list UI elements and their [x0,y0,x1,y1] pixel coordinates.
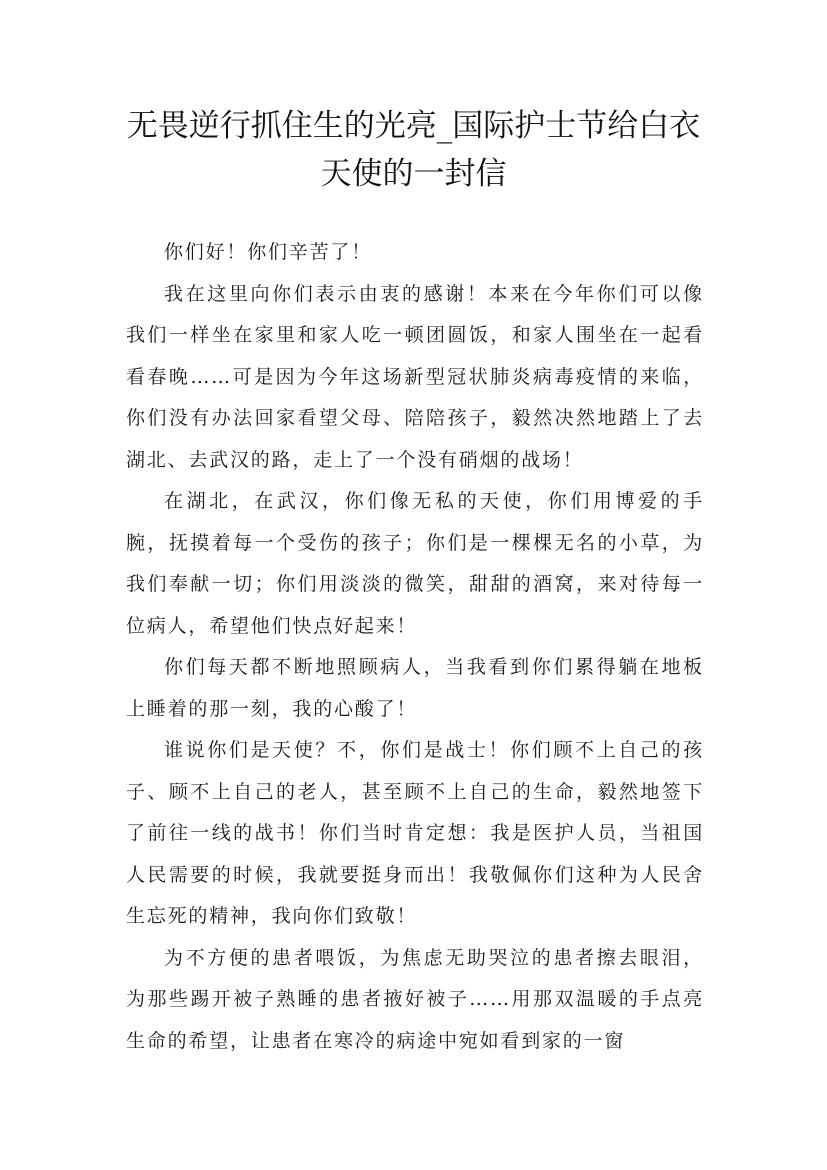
title-line-1: 无畏逆行抓住生的光亮_国际护士节给白衣 [126,108,701,144]
paragraph: 在湖北，在武汉，你们像无私的天使，你们用博爱的手腕，抚摸着每一个受伤的孩子；你们是一棵棵无名的小草，为我们奉献一切；你们用淡淡的微笑，甜甜的酒窝，来对待每一位病人，希望他们快点好起来！ [126,490,704,637]
paragraph: 你们好！你们辛苦了！ [164,241,373,263]
paragraph: 谁说你们是天使？不，你们是战士！你们顾不上自己的孩子、顾不上自己的老人，甚至顾不上自己的生命，毅然地签下了前往一线的战书！你们当时肯定想：我是医护人员，当祖国人民需要的时候，我就要挺身而出！我敬佩你们这种为人民舍生忘死的精神，我向你们致敬！ [126,739,704,927]
paragraph: 我在这里向你们表示由衷的感谢！本来在今年你们可以像我们一样坐在家里和家人吃一顿团圆饭，和家人围坐在一起看看春晚……可是因为今年这场新型冠状肺炎病毒疫情的来临，你们没有办法回家看望父母、陪陪孩子，毅然决然地踏上了去湖北、去武汉的路，走上了一个没有硝烟的战场！ [126,282,704,471]
document-body [126,232,704,1062]
paragraph: 你们每天都不断地照顾病人，当我看到你们累得躺在地板上睡着的那一刻，我的心酸了！ [126,656,704,720]
title-line-2: 天使的一封信 [320,156,507,192]
document-title [100,102,727,198]
paragraph: 为不方便的患者喂饭，为焦虑无助哭泣的患者擦去眼泪，为那些踢开被子熟睡的患者掖好被子……用那双温暖的手点亮生命的希望，让患者在寒冷的病途中宛如看到家的一窗 [126,946,704,1052]
